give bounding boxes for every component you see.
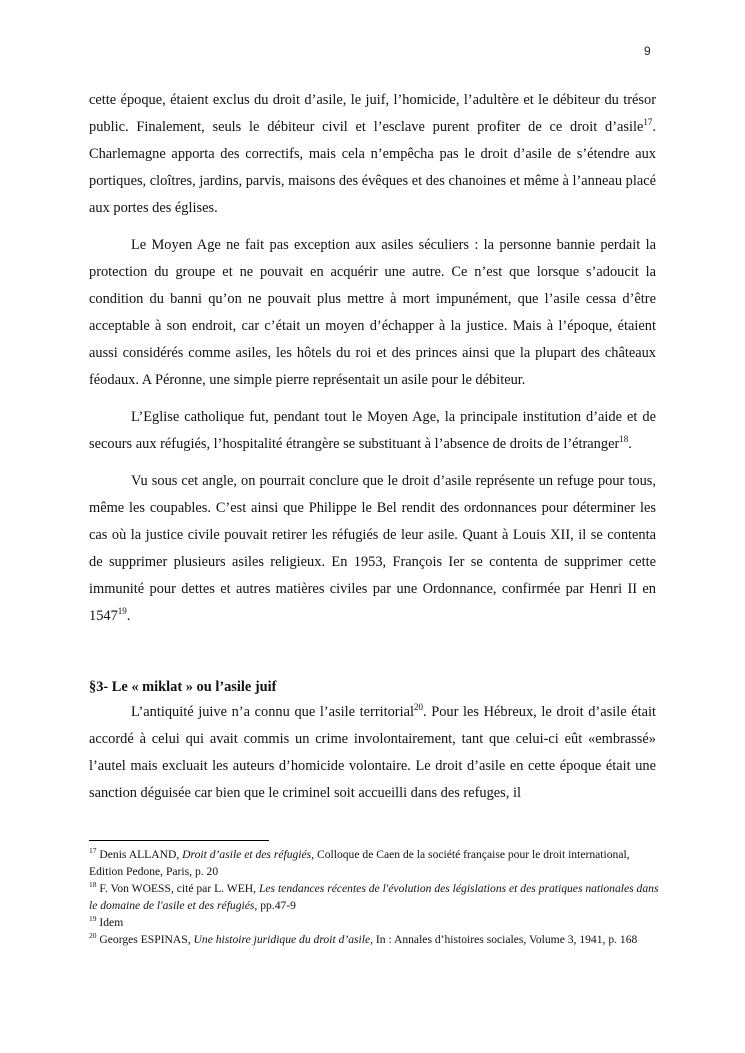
footnotes (89, 846, 659, 948)
paragraph-2: Le Moyen Age ne fait pas exception aux asiles séculiers : la personne bannie perdait la protection du groupe et ne pouvait en acquérir une autre. Ce n’est que lorsque s’adoucit la condition du banni qu’on ne pouvait plus mettre à mort impunément, que l’asile cessa d’être acceptable à son endroit, car c’était un moyen d’échapper à la justice. Mais à l’époque, étaient aussi considérés comme asiles, les hôtels du roi et des princes ainsi que la plupart des châteaux féodaux. A Péronne, une simple pierre représentait un asile pour le débiteur. (89, 237, 656, 388)
page-number: 9 (644, 44, 651, 58)
paragraph-5: L’antiquité juive n’a connu que l’asile territorial$^{20}$. Pour les Hébreux, le droit d’asile était accordé à celui qui avait commis un crime involontairement, tant que celui-ci eût «embrassé» l’autel mais excluait les auteurs d’homicide volontaire. Le droit d’asile en cette époque était une sanction déguisée car bien que le criminel soit accueilli dans des refuges, il (89, 702, 656, 801)
section-title: §3- Le « miklat » ou l’asile juif (89, 679, 277, 695)
footnote-ref-20[interactable]: 20 (413, 702, 423, 713)
footnote-19: $^{19}$ Idem (89, 914, 124, 929)
paragraph-4: Vu sous cet angle, on pourrait conclure que le droit d’asile représente un refuge pour tous, même les coupables. C’est ainsi que Philippe le Bel rendit des ordonnances pour déterminer les cas où la justice civile pouvait retirer les réfugiés de leur asile. Quant à Louis XII, il se contenta de supprimer plusieurs asiles religieux. En 1953, François Ier se contenta de supprimer cette immunité pour dettes et autres matières civiles par une Ordonnance, confirmée par Henri II en 1547$^{19}$. (89, 473, 656, 624)
footnote-18: $^{18}$ F. Von WOESS, cité par L. WEH, Les tendances récentes de l'évolution des législations et des pratiques nationales dans le domaine de l'asile et des réfugiés, pp.47-9 (89, 880, 659, 912)
footnote-separator (89, 840, 269, 841)
footnote-17: $^{17}$ Denis ALLAND, Droit d’asile et des réfugiés, Colloque de Caen de la société française pour le droit international, Edition Pedone, Paris, p. 20 (89, 846, 630, 878)
footnote-ref-17[interactable]: 17 (643, 117, 653, 128)
footnote-20: $^{20}$ Georges ESPINAS, Une histoire juridique du droit d’asile, In : Annales d’histoires sociales, Volume 3, 1941, p. 168 (89, 931, 638, 946)
footnote-ref-18[interactable]: 18 (619, 434, 629, 445)
body-text (89, 87, 656, 807)
footnote-ref-19[interactable]: 19 (117, 606, 127, 617)
paragraph-3: L’Eglise catholique fut, pendant tout le Moyen Age, la principale institution d’aide et de secours aux réfugiés, l’hospitalité étrangère se substituant à l’absence de droits de l’étranger$^{18}$. (89, 409, 656, 452)
paragraph-1: cette époque, étaient exclus du droit d’asile, le juif, l’homicide, l’adultère et le débiteur du trésor public. Finalement, seuls le débiteur civil et l’esclave purent profiter de ce droit d’asile$^{17}$. Charlemagne apporta des correctifs, mais cela n’empêcha pas le droit d’asile de s’étendre aux portiques, cloîtres, jardins, parvis, maisons des évêques et des chanoines et même à l’anneau placé aux portes des églises. (89, 92, 656, 216)
